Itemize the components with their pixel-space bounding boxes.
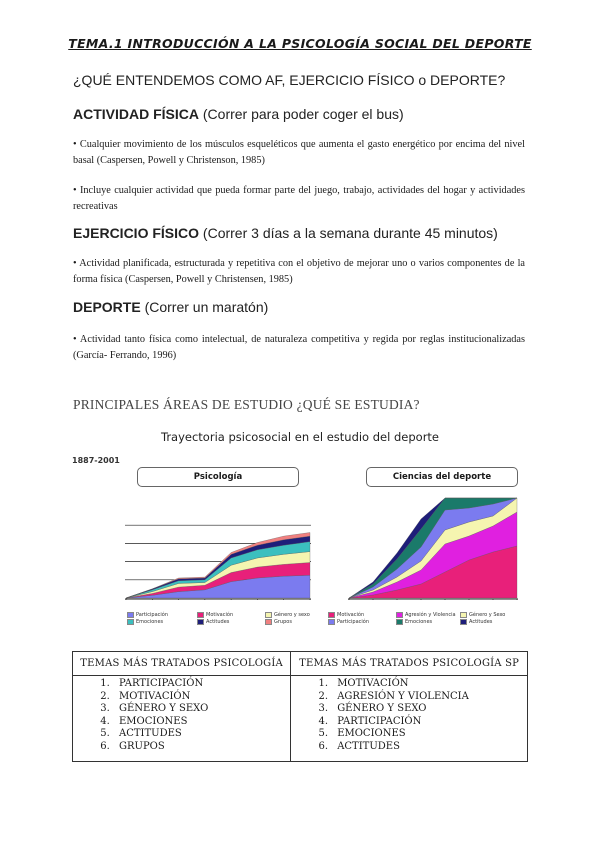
legend-item [197, 619, 229, 625]
paragraph: • Incluye cualquier actividad que pueda formar parte del juego, trabajo, actividades del hogar y actividades recreativas [73, 185, 525, 212]
left-area-chart [125, 505, 311, 600]
section-heading-deporte [73, 299, 268, 315]
left-topics-cell [73, 676, 291, 762]
legend-swatch [328, 619, 335, 625]
legend-item [265, 612, 310, 618]
list-item: 2. AGRESIÓN Y VIOLENCIA [331, 691, 527, 704]
legend-label: Agresión y Violencia [405, 612, 456, 618]
legend-swatch [197, 612, 204, 618]
legend-label: Participación [337, 619, 370, 625]
list-item: 5. EMOCIONES [331, 728, 527, 741]
document-title: TEMA.1 INTRODUCCIÓN A LA PSICOLOGÍA SOCIAL DEL DEPORTE [68, 36, 532, 51]
list-item: 1. MOTIVACIÓN [331, 678, 527, 691]
list-item: 6. GRUPOS [113, 741, 290, 754]
left-chart-legend [127, 612, 317, 632]
right-topics-cell [291, 676, 528, 762]
legend-label: Motivación [337, 612, 365, 618]
legend-label: Emociones [136, 619, 164, 625]
table-header-psicologia: TEMAS MÁS TRATADOS PSICOLOGÍA [73, 652, 291, 676]
legend-item [396, 612, 456, 618]
question-heading: ¿QUÉ ENTENDEMOS COMO AF, EJERCICIO FÍSICO o DEPORTE? [73, 72, 506, 88]
legend-label: Emociones [405, 619, 433, 625]
legend-item [328, 612, 364, 618]
paragraph: • Actividad planificada, estructurada y repetitiva con el objetivo de mejorar uno o varios componentes de la forma física (Caspersen, Powell y Christensen, 1985) [73, 258, 525, 285]
table-header-psicologia-sp: TEMAS MÁS TRATADOS PSICOLOGÍA SP [291, 652, 528, 676]
section-heading-ejercicio-fisico [73, 225, 498, 241]
legend-item [197, 612, 233, 618]
paragraph: • Actividad tanto física como intelectual, de naturaleza competitiva y regida por reglas institucionalizadas (García- Ferrando, 1996) [73, 334, 525, 361]
legend-item [396, 619, 432, 625]
list-item: 3. GÉNERO Y SEXO [331, 703, 527, 716]
right-area-chart [348, 496, 518, 600]
legend-label: Motivación [206, 612, 234, 618]
list-item: 3. GÉNERO Y SEXO [113, 703, 290, 716]
figure-title: Trayectoria psicosocial en el estudio del deporte [160, 430, 440, 444]
section-term: ACTIVIDAD FÍSICA [73, 106, 199, 122]
topics-table [72, 651, 528, 762]
section-term: DEPORTE [73, 299, 141, 315]
list-item: 4. PARTICIPACIÓN [331, 716, 527, 729]
legend-label: Actitudes [206, 619, 230, 625]
legend-swatch [265, 619, 272, 625]
legend-label: Género y sexo [274, 612, 310, 618]
legend-label: Grupos [274, 619, 292, 625]
legend-swatch [460, 619, 467, 625]
right-chart-legend [328, 612, 528, 632]
list-item: 6. ACTITUDES [331, 741, 527, 754]
right-panel-label: Ciencias del deporte [366, 467, 518, 487]
legend-item [265, 619, 292, 625]
legend-label: Género y Sexo [469, 612, 506, 618]
legend-item [127, 612, 168, 618]
legend-swatch [396, 612, 403, 618]
legend-swatch [396, 619, 403, 625]
section-example: (Correr para poder coger el bus) [199, 106, 404, 122]
list-item: 2. MOTIVACIÓN [113, 691, 290, 704]
right-topics-list [291, 678, 527, 753]
legend-label: Participación [136, 612, 169, 618]
legend-swatch [127, 612, 134, 618]
legend-swatch [197, 619, 204, 625]
left-topics-list [73, 678, 290, 753]
legend-swatch [265, 612, 272, 618]
list-item: 5. ACTITUDES [113, 728, 290, 741]
list-item: 4. EMOCIONES [113, 716, 290, 729]
section-example: (Correr un maratón) [140, 299, 269, 315]
legend-swatch [127, 619, 134, 625]
paragraph: • Cualquier movimiento de los músculos esqueléticos que aumenta el gasto energético por encima del nivel basal (Caspersen, Powell y Christenson, 1985) [73, 139, 525, 166]
legend-item [127, 619, 163, 625]
areas-heading: PRINCIPALES ÁREAS DE ESTUDIO ¿QUÉ SE ESTUDIA? [73, 397, 420, 412]
section-term: EJERCICIO FÍSICO [73, 225, 200, 241]
section-example: (Correr 3 días a la semana durante 45 minutos) [199, 225, 498, 241]
left-panel-label: Psicología [137, 467, 299, 487]
legend-swatch [460, 612, 467, 618]
section-heading-actividad-fisica [73, 106, 404, 122]
list-item: 1. PARTICIPACIÓN [113, 678, 290, 691]
legend-item [460, 619, 492, 625]
legend-swatch [328, 612, 335, 618]
legend-label: Actitudes [469, 619, 493, 625]
legend-item [460, 612, 505, 618]
legend-item [328, 619, 369, 625]
figure-years: 1887-2001 [72, 456, 120, 465]
